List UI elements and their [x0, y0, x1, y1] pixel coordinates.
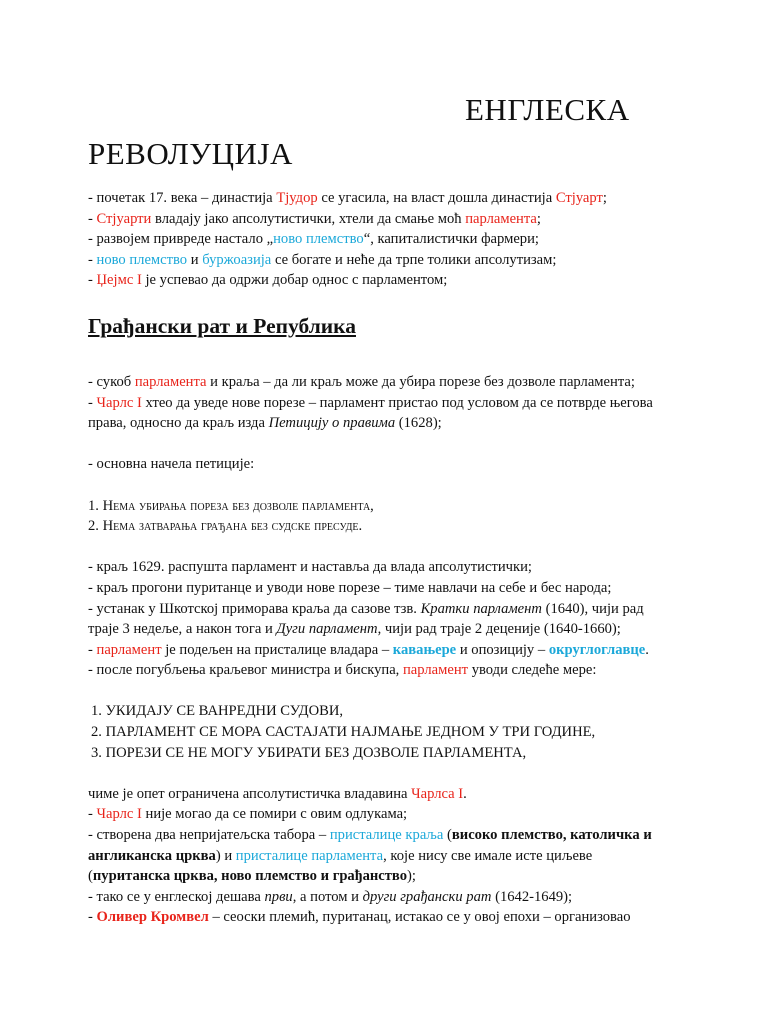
- paragraph-line: - Чарлс I хтео да уведе нове порезе – парламент пристао под условом да се потврде његова: [88, 394, 653, 411]
- paragraph-line: - Џејмс I је успевао да одржи добар однос с парламентом;: [88, 272, 448, 289]
- paragraph-line: - краљ 1629. распушта парламент и наставља да влада апсолутистички;: [88, 559, 532, 576]
- list-item: 3. ПОРЕЗИ СЕ НЕ МОГУ УБИРАТИ БЕЗ ДОЗВОЛЕ ПАРЛАМЕНТА,: [91, 744, 527, 761]
- paragraph-line: - устанак у Шкотској приморава краља да сазове тзв. Кратки парламент (1640), чији рад: [88, 600, 644, 617]
- paragraph-line: права, односно да краљ изда Петицију о правима (1628);: [88, 415, 442, 432]
- paragraph-line: - после погубљења краљевог министра и бискупа, парламент уводи следеће мере:: [88, 662, 597, 679]
- paragraph-line: - тако се у енглеској дешава први, а потом и други грађански рат (1642-1649);: [88, 888, 573, 905]
- paragraph-line: - парламент је подељен на присталице владара – кавањере и опозицију – округлоглавце.: [88, 641, 649, 658]
- paragraph-line: - ново племство и буржоазија се богате и неће да трпе толики апсолутизам;: [88, 251, 557, 268]
- title-line-2: РЕВОЛУЦИЈА: [88, 136, 293, 171]
- paragraph-line: - створена два непријатељска табора – присталице краља (високо племство, католичка и: [88, 827, 652, 844]
- list-item: 1. УКИДАЈУ СЕ ВАНРЕДНИ СУДОВИ,: [91, 703, 344, 720]
- list-item: 2. ПАРЛАМЕНТ СЕ МОРА САСТАЈАТИ НАЈМАЊЕ ЈЕДНОМ У ТРИ ГОДИНЕ,: [91, 724, 596, 741]
- highlight-stuart: Стјуарт: [555, 190, 603, 206]
- paragraph-line: - краљ прогони пуританце и уводи нове порезе – тиме навлачи на себе и бес народа;: [88, 579, 612, 596]
- paragraph-line: - Чарлс I није могао да се помири с овим одлукама;: [88, 806, 408, 823]
- paragraph-line: - развојем привреде настало „ново племство“, капиталистички фармери;: [88, 231, 539, 248]
- paragraph-line: англиканска црква) и присталице парламента, које нису све имале исте циљеве: [88, 847, 593, 864]
- list-item: 1. Нема убирања пореза без дозволе парламента,: [88, 497, 374, 514]
- paragraph-line: - основна начела петиције:: [88, 456, 255, 473]
- document-body: [88, 188, 688, 928]
- section-heading: Грађански рат и Република: [88, 313, 356, 338]
- paragraph-line: - почетак 17. века – династија Тјудор се угасила, на власт дошла династија Стјуарт;: [88, 190, 607, 206]
- paragraph-line: - Оливер Кромвел – сеоски племић, пуританац, истакао се у овој епохи – организовао: [88, 909, 631, 926]
- highlight-tudor: Тјудор: [276, 190, 318, 206]
- paragraph-line: (пуританска црква, ново племство и грађанство);: [88, 868, 416, 885]
- title-line-1: ЕНГЛЕСКА: [465, 92, 630, 127]
- paragraph-line: чиме је опет ограничена апсолутистичка владавина Чарлса I.: [88, 785, 467, 802]
- paragraph-line: - Стјуарти владају јако апсолутистички, хтели да смање моћ парламента;: [88, 210, 541, 227]
- list-item: 2. Нема затварања грађана без судске пресуде.: [88, 518, 363, 535]
- paragraph-line: траје 3 недеље, а након тога и Дуги парламент, чији рад траје 2 деценије (1640-1660);: [88, 621, 621, 638]
- paragraph-line: - сукоб парламента и краља – да ли краљ може да убира порезе без дозволе парламента;: [88, 373, 635, 390]
